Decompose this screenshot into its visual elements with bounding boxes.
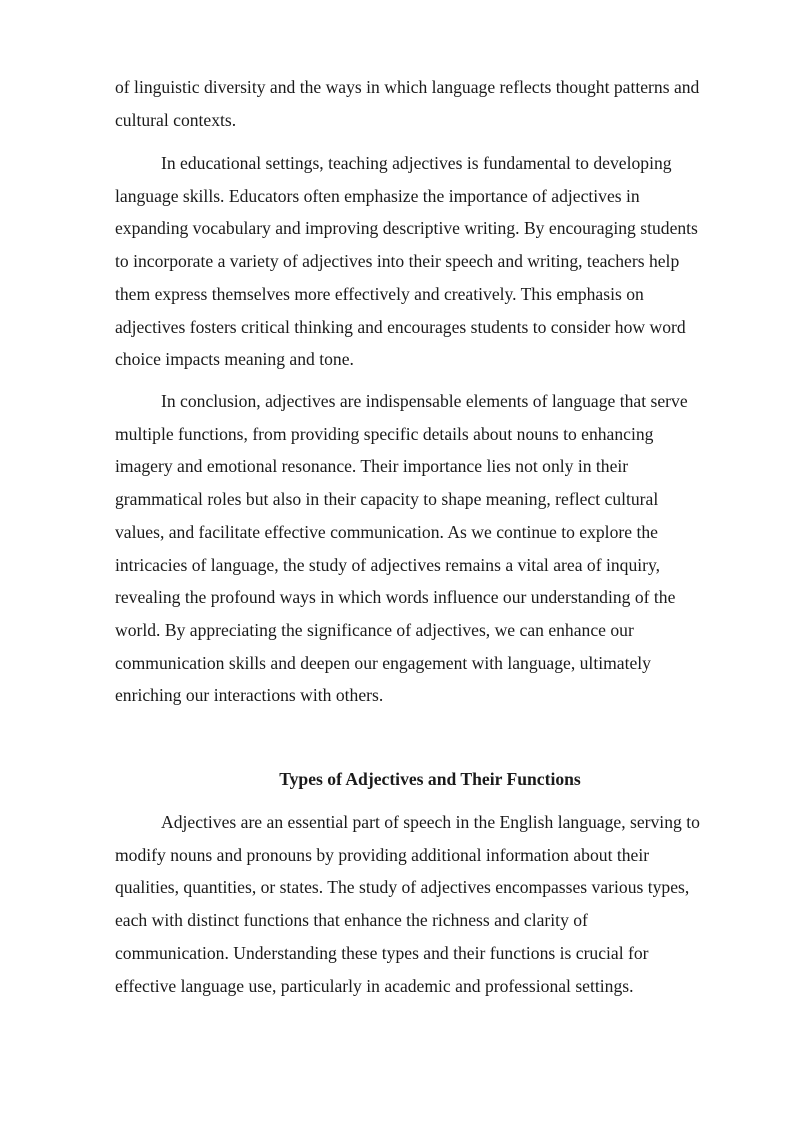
paragraph-line: In educational settings, teaching adjectives is fundamental to developing	[161, 153, 672, 173]
paragraph-line: cultural contexts.	[115, 109, 237, 130]
paragraph-line: grammatical roles but also in their capacity to shape meaning, reflect cultural	[115, 489, 659, 510]
paragraph-line: multiple functions, from providing specific details about nouns to enhancing	[115, 423, 654, 444]
paragraph-line: modify nouns and pronouns by providing additional information about their	[115, 844, 650, 865]
paragraph-line: each with distinct functions that enhance the richness and clarity of	[115, 910, 588, 931]
paragraph-line: effective language use, particularly in academic and professional settings.	[115, 975, 634, 996]
paragraph-line: expanding vocabulary and improving descriptive writing. By encouraging students	[115, 218, 698, 239]
paragraph-line: them express themselves more effectively and creatively. This emphasis on	[115, 283, 644, 304]
paragraph-line: to incorporate a variety of adjectives into their speech and writing, teachers help	[115, 251, 680, 272]
paragraph-line: imagery and emotional resonance. Their importance lies not only in their	[115, 456, 629, 477]
paragraph-line: of linguistic diversity and the ways in which language reflects thought patterns and	[115, 77, 700, 97]
paragraph-line: In conclusion, adjectives are indispensable elements of language that serve	[161, 391, 688, 411]
paragraph-continuation	[115, 71, 745, 136]
paragraph-section-intro	[115, 806, 745, 1002]
paragraph-line: language skills. Educators often emphasize the importance of adjectives in	[115, 185, 640, 206]
section-heading: Types of Adjectives and Their Functions	[279, 769, 581, 789]
paragraph-line: revealing the profound ways in which words influence our understanding of the	[115, 587, 676, 608]
paragraph-line: choice impacts meaning and tone.	[115, 349, 354, 370]
paragraph-line: values, and facilitate effective communication. As we continue to explore the	[115, 521, 658, 542]
paragraph-line: adjectives fosters critical thinking and encourages students to consider how word	[115, 316, 686, 337]
paragraph-line: qualities, quantities, or states. The study of adjectives encompasses various types,	[115, 877, 690, 898]
paragraph-conclusion	[115, 385, 745, 712]
paragraph-line: Adjectives are an essential part of speech in the English language, serving to	[161, 812, 700, 832]
paragraph-line: world. By appreciating the significance of adjectives, we can enhance our	[115, 619, 634, 640]
paragraph-line: communication. Understanding these types and their functions is crucial for	[115, 942, 649, 963]
paragraph-line: communication skills and deepen our engagement with language, ultimately	[115, 652, 651, 673]
paragraph-line: enriching our interactions with others.	[115, 685, 384, 706]
paragraph-line: intricacies of language, the study of adjectives remains a vital area of inquiry,	[115, 554, 661, 575]
paragraph-education	[115, 147, 745, 376]
